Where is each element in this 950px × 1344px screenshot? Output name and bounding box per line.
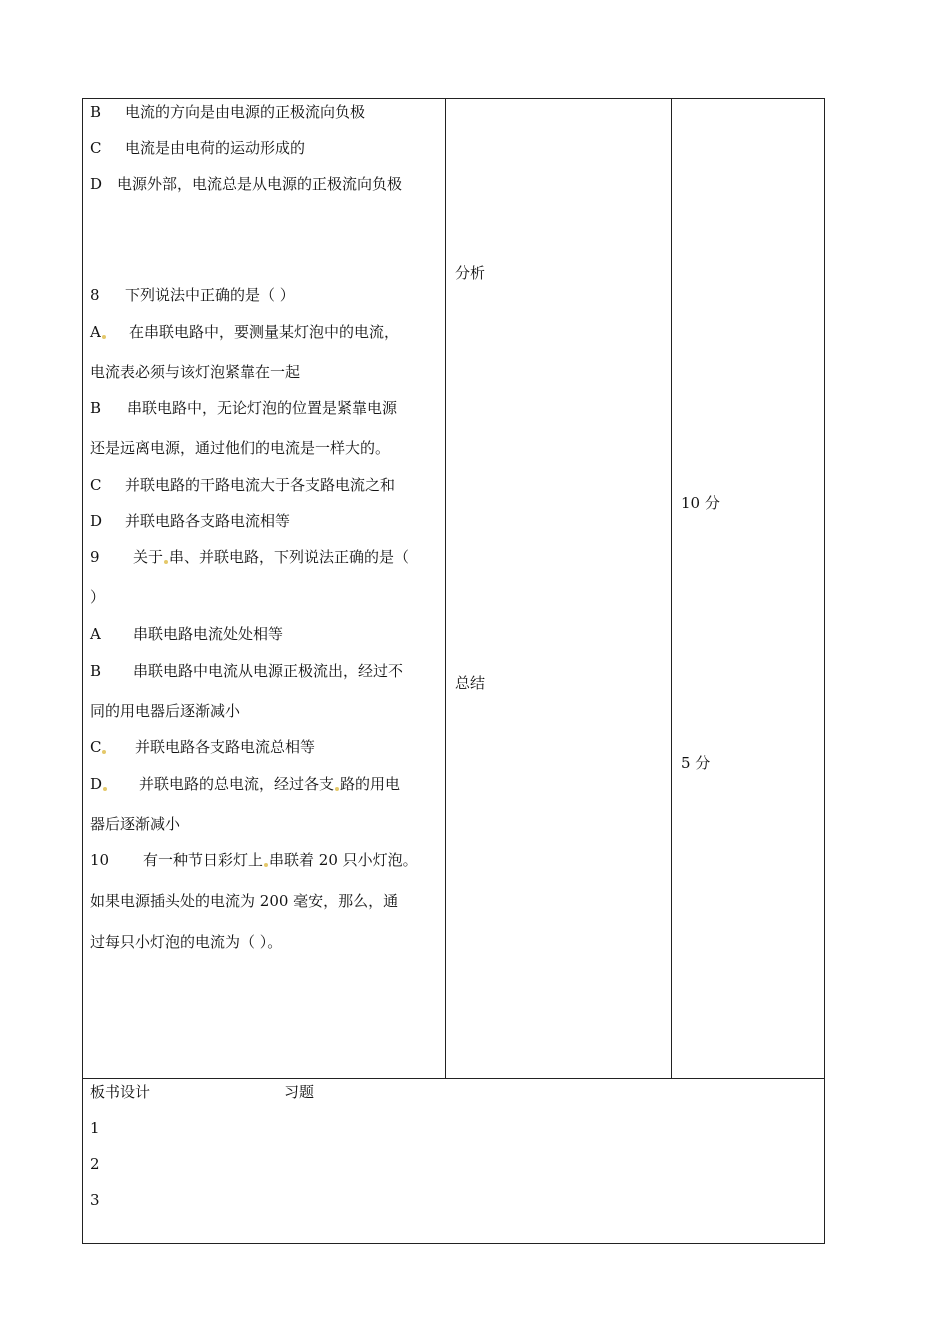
q9-option-c-text: 并联电路各支路电流总相等 — [135, 738, 316, 756]
annotation-mark — [164, 560, 168, 564]
q7-option-c-text: 电流是由电荷的运动形成的 — [125, 139, 306, 157]
q8-option-b-letter: B — [90, 399, 102, 417]
board-item-3: 3 — [90, 1191, 100, 1209]
row-divider — [82, 1078, 825, 1079]
q8-option-a-line2: 电流表必须与该灯泡紧靠在一起 — [90, 363, 301, 381]
q9-option-d-line1: 并联电路的总电流，经过各支 路的用电 — [139, 775, 401, 793]
annotation-mark — [103, 787, 107, 791]
column-divider-1 — [445, 98, 446, 1079]
q9-number: 9 — [90, 548, 100, 566]
annotation-mark — [335, 787, 339, 791]
q9-option-d-line2: 器后逐渐减小 — [90, 815, 181, 833]
q8-stem: 下列说法中正确的是（ ） — [125, 286, 295, 304]
q10-line2: 如果电源插头处的电流为 200 毫安，那么，通 — [90, 892, 399, 910]
q7-option-b-text: 电流的方向是由电源的正极流向负极 — [125, 103, 366, 121]
q9-option-d-letter: D — [90, 775, 108, 793]
annotation-mark — [102, 750, 106, 754]
q9-option-a-letter: A — [90, 625, 101, 643]
q10-line3: 过每只小灯泡的电流为（ ）。 — [90, 933, 283, 951]
board-item-1: 1 — [90, 1119, 100, 1137]
q10-number: 10 — [90, 851, 110, 869]
q9-option-b-line1: 串联电路中电流从电源正极流出，经过不 — [133, 662, 404, 680]
q9-option-b-line2: 同的用电器后逐渐减小 — [90, 702, 241, 720]
board-item-2: 2 — [90, 1155, 100, 1173]
q9-option-a-text: 串联电路电流处处相等 — [133, 625, 284, 643]
q8-option-d-letter: D — [90, 512, 103, 530]
board-design-label: 板书设计 — [90, 1083, 151, 1101]
q8-option-c-text: 并联电路的干路电流大于各支路电流之和 — [125, 476, 396, 494]
q8-option-a-letter: A — [90, 323, 107, 341]
q8-option-b-line2: 还是远离电源，通过他们的电流是一样大的。 — [90, 439, 391, 457]
q9-stem: 关于 串、并联电路，下列说法正确的是（ — [133, 548, 410, 566]
q9-stem-line2: ） — [90, 588, 106, 606]
summary-label: 总结 — [455, 674, 486, 692]
time-allocation-1: 10 分 — [681, 494, 720, 512]
q8-option-a-line1: 在串联电路中，要测量某灯泡中的电流， — [129, 323, 400, 341]
column-divider-2 — [671, 98, 672, 1079]
q7-option-b-letter: B — [90, 103, 102, 121]
q7-option-c-letter: C — [90, 139, 102, 157]
q7-option-d-text: 电源外部，电流总是从电源的正极流向负极 — [117, 175, 403, 193]
time-allocation-2: 5 分 — [681, 754, 711, 772]
q10-line1: 有一种节日彩灯上 串联着 20 只小灯泡。 — [143, 851, 418, 869]
q7-option-d-letter: D — [90, 175, 103, 193]
q8-option-b-line1: 串联电路中，无论灯泡的位置是紧靠电源 — [127, 399, 398, 417]
analysis-label: 分析 — [455, 264, 486, 282]
q9-option-b-letter: B — [90, 662, 102, 680]
q8-option-d-text: 并联电路各支路电流相等 — [125, 512, 291, 530]
annotation-mark — [264, 863, 268, 867]
annotation-mark — [102, 335, 106, 339]
exercises-label: 习题 — [284, 1083, 315, 1101]
q8-option-c-letter: C — [90, 476, 102, 494]
q9-option-c-letter: C — [90, 738, 107, 756]
q8-number: 8 — [90, 286, 100, 304]
